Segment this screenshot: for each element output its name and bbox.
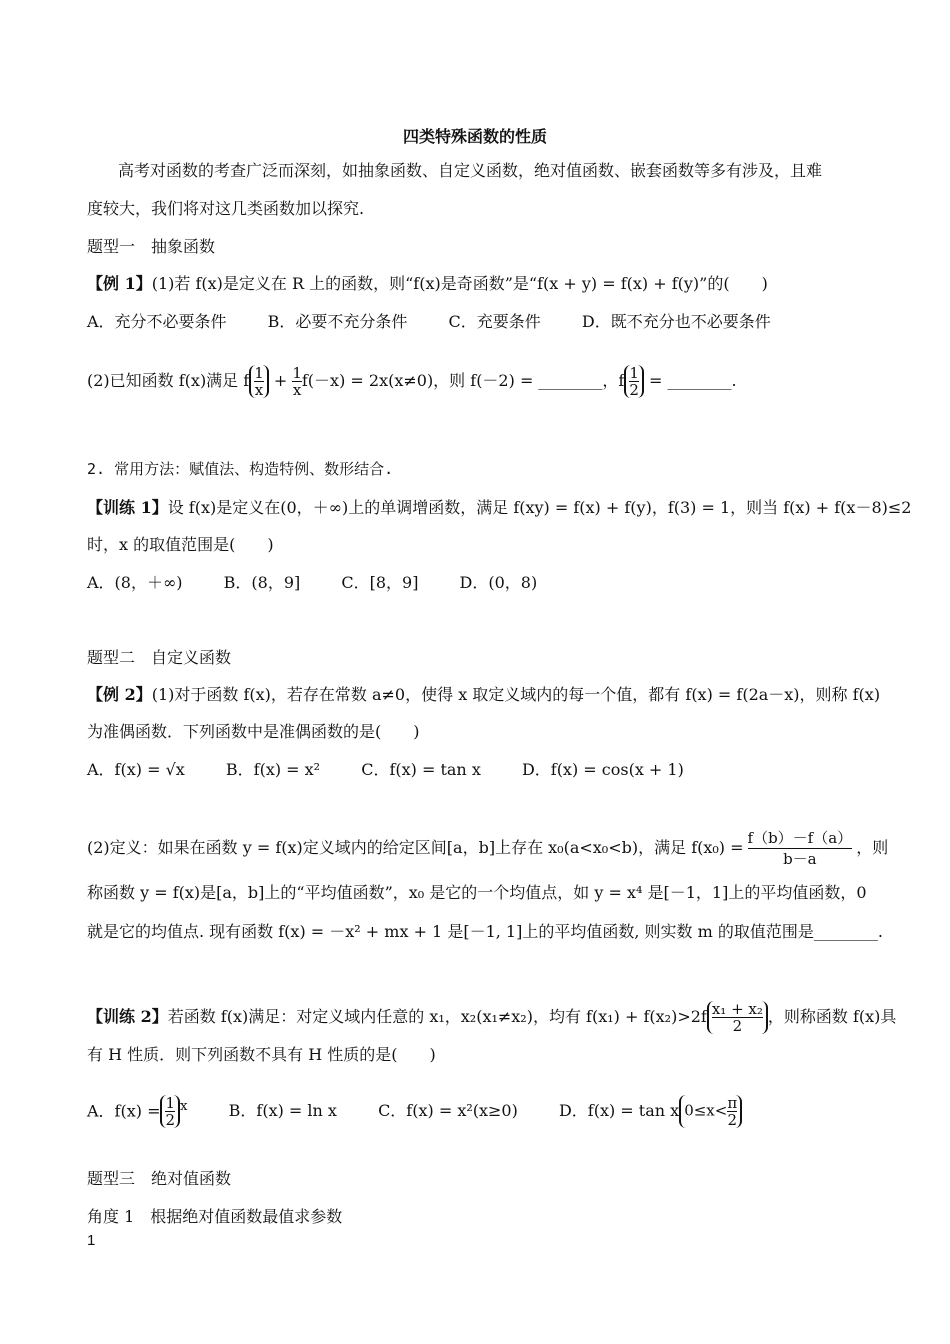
option-c: C．充要条件 xyxy=(448,312,541,331)
bracket-frac-1-over-x xyxy=(249,365,269,398)
training-1-options xyxy=(87,572,573,594)
option-d: D．既不充分也不必要条件 xyxy=(581,312,771,331)
fraction-1-over-x: $\frac{1}{x}$ xyxy=(292,364,302,399)
training-tag: 【训练 1】 xyxy=(87,498,168,517)
section-heading-2: 题型二 自定义函数 xyxy=(87,648,232,667)
example-1-question-1 xyxy=(87,273,768,295)
option-a: A．(8，＋∞) xyxy=(87,573,183,592)
option-d: D．(0，8) xyxy=(459,573,538,592)
option-b: B．f(x) = ln x xyxy=(228,1101,337,1121)
example-2-question-2-line-2: 称函数 y = f(x)是[a，b]上的“平均值函数”，x₀ 是它的一个均值点，如 y = x⁴ 是[－1，1]上的平均值函数，0 xyxy=(87,883,867,902)
bracket-domain: 0≤x< $\frac{\pi}{2}$ xyxy=(679,1095,742,1128)
option-c: C．f(x) = tan x xyxy=(361,760,481,779)
option-d: D．f(x) = tan x 0≤x< $\frac{\pi}{2}$ xyxy=(559,1086,742,1136)
option-a: A．f(x) = $\frac{1}{2}$ $^x$ xyxy=(87,1094,188,1130)
example-text: (1)对于函数 f(x)，若存在常数 a≠0，使得 x 取定义域内的每一个值，都有 f(x) = f(2a－x)，则称 f(x) xyxy=(151,685,881,704)
example-2-question-2-line-3: 就是它的均值点. 现有函数 f(x) = －x² + mx + 1 是[－1, 1]上的平均值函数, 则实数 m 的取值范围是________. xyxy=(87,922,883,941)
option-a: A．充分不必要条件 xyxy=(87,312,227,331)
q2-text-a: (2)已知函数 f(x)满足 f xyxy=(87,371,250,390)
section-heading-3: 题型三 绝对值函数 xyxy=(87,1169,232,1188)
example-2-line-2: 为准偶函数．下列函数中是准偶函数的是( ) xyxy=(87,722,420,741)
example-2-question-2-line-1 xyxy=(87,826,888,870)
option-c: C．[8，9] xyxy=(341,573,419,592)
angle-heading-1: 角度 1 根据绝对值函数最值求参数 xyxy=(87,1207,343,1226)
q2-text-a: (2)定义：如果在函数 y = f(x)定义域内的给定区间[a，b]上存在 x₀(a<x₀<b)，满足 f(x₀) = xyxy=(87,838,744,857)
option-b: B．f(x) = x² xyxy=(225,760,321,779)
option-c: C．f(x) = x²(x≥0) xyxy=(378,1101,518,1121)
option-a: A．f(x) = √x xyxy=(87,760,185,779)
training-2-options xyxy=(87,1082,778,1136)
bracket-frac-half: $\frac{1}{2}$ xyxy=(160,1095,180,1128)
page-number: 1 xyxy=(87,1232,96,1249)
bracket-frac-1-over-2 xyxy=(624,365,644,398)
question-text: (1)若 f(x)是定义在 R 上的函数，则“f(x)是奇函数”是“f(x + y) = f(x) + f(y)”的( ) xyxy=(151,274,768,293)
option-b: B．(8，9] xyxy=(223,573,301,592)
page-title: 四类特殊函数的性质 xyxy=(402,127,547,146)
method-note: 2. 常用方法：赋值法、构造特例、数形结合. xyxy=(87,460,394,478)
example-tag: 【例 2】 xyxy=(87,685,152,704)
example-1-question-2 xyxy=(87,356,737,406)
training-1-line-1 xyxy=(87,497,911,519)
training-2-line-1 xyxy=(87,992,896,1042)
intro-line-1: 高考对函数的考查广泛而深刻，如抽象函数、自定义函数，绝对值函数、嵌套函数等多有涉及，且难 xyxy=(118,161,823,180)
training-text-a: 若函数 f(x)满足：对定义域内任意的 x₁，x₂(x₁≠x₂)，均有 f(x₁) + f(x₂)>2f xyxy=(167,1007,707,1026)
fraction: $\frac{1}{2}$ xyxy=(629,364,639,399)
q2-text-c: f(－x) = 2x(x≠0)，则 f(－2) = ________，f xyxy=(301,371,625,390)
example-2-options xyxy=(87,759,720,781)
bracket-frac-mean xyxy=(707,1001,768,1034)
training-text-b: ，则称函数 f(x)具 xyxy=(767,1007,897,1026)
q2-text-d: = ________. xyxy=(643,371,737,390)
intro-line-2: 度较大，我们将对这几类函数加以探究. xyxy=(87,199,365,218)
training-1-line-2: 时，x 的取值范围是( ) xyxy=(87,535,274,554)
example-2-line-1 xyxy=(87,684,880,706)
option-b: B．必要不充分条件 xyxy=(267,312,408,331)
training-text: 设 f(x)是定义在(0，＋∞)上的单调增函数，满足 f(xy) = f(x) + f(y)，f(3) = 1，则当 f(x) + f(x－8)≤2 xyxy=(167,498,912,517)
option-d: D．f(x) = cos(x + 1) xyxy=(521,760,684,779)
fraction: $\frac{\text{x₁ + x₂}}{2}$ xyxy=(711,1000,763,1035)
example-tag: 【例 1】 xyxy=(87,274,152,293)
training-2-line-2: 有 H 性质．则下列函数不具有 H 性质的是( ) xyxy=(87,1045,436,1064)
q2-text-b: ，则 xyxy=(856,838,889,857)
section-heading-1: 题型一 抽象函数 xyxy=(87,237,216,256)
fraction: $\frac{1}{x}$ xyxy=(254,364,264,399)
q2-text-b: + xyxy=(268,371,293,390)
training-tag: 【训练 2】 xyxy=(87,1007,168,1026)
example-1-options xyxy=(87,311,807,333)
fraction-mean-value: $\frac{f(b)-f(a)}{b-a}$ xyxy=(747,829,853,868)
